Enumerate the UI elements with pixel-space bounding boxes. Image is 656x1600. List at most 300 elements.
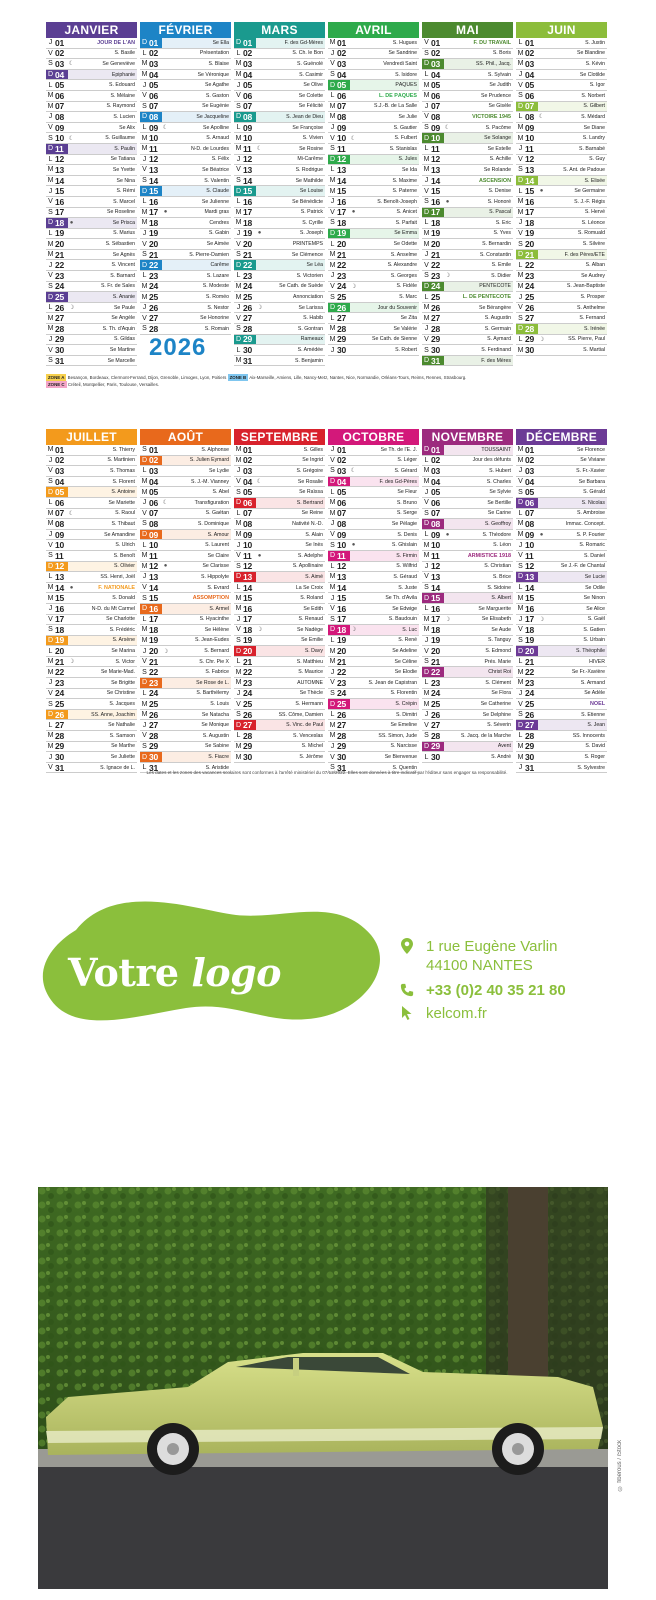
saint-name: S. Pierre-Damien [189,251,229,258]
day-row [234,477,325,488]
day-row [328,250,419,261]
day-letter: M [329,39,336,47]
day-number: 14 [243,175,253,186]
saint-name: S. Félix [211,156,229,163]
day-number: 12 [55,154,65,165]
saint-name: S. Bernard [204,648,229,655]
day-row [516,186,607,197]
day-number: 16 [337,196,347,207]
day-letter: D [423,446,430,454]
day-number: 12 [149,154,159,165]
day-row [140,487,231,498]
saint-name: S. Marc [399,294,417,301]
day-letter: M [235,357,242,365]
day-row [234,144,325,155]
day-row [422,70,513,81]
day-letter: V [330,679,335,687]
saint-name: S. Justin [585,39,605,46]
day-letter: J [236,541,241,549]
day-letter: J [424,711,429,719]
day-letter: V [518,626,523,634]
day-number: 26 [55,302,65,313]
day-letter: D [329,155,336,163]
day-row [140,239,231,250]
day-letter: M [329,499,336,507]
day-number: 17 [55,207,65,218]
zone-c-text: Créteil, Montpellier, Paris, Toulouse, Versailles. [67,382,160,387]
day-letter: M [47,240,54,248]
saint-name: S. Germain [484,325,511,332]
day-letter: J [330,198,335,206]
saint-name: S. Amour [207,531,229,538]
day-letter: S [236,488,241,496]
day-row [234,530,325,541]
day-number: 07 [55,101,65,112]
day-letter: M [235,208,242,216]
day-row [46,313,137,324]
saint-name: Se Fr.-Xavière [571,669,605,676]
day-number: 30 [243,345,253,356]
day-row [422,218,513,229]
saint-name: S. Narcisse [390,743,417,750]
day-row [516,176,607,187]
saint-name: S. Geoffroy [484,520,511,527]
day-row [46,636,137,647]
day-letter: M [517,124,524,132]
day-row [516,282,607,293]
moon-phase-icon: ● [69,219,74,226]
day-letter: J [518,615,523,623]
saint-name: S. Gabin [208,230,229,237]
saint-name: S. Benoît-Joseph [377,198,417,205]
day-letter: M [235,134,242,142]
saint-name: ASCENSION [478,177,511,184]
day-number: 31 [243,355,253,366]
day-number: 03 [525,58,535,69]
address-line-2: 44100 NANTES [426,957,533,974]
day-number: 19 [149,228,159,239]
month-column [46,429,137,773]
day-row [328,445,419,456]
day-row [328,335,419,346]
day-row [234,604,325,615]
day-row [328,530,419,541]
day-letter: M [423,314,430,322]
day-number: 03 [337,58,347,69]
day-row [140,165,231,176]
day-number: 27 [149,720,159,731]
day-row [328,456,419,467]
day-letter: J [518,71,523,79]
saint-name: S. Anicet [396,209,417,216]
day-row [422,91,513,102]
saint-name: S. Sylvain [487,71,511,78]
day-row [46,133,137,144]
day-row [328,133,419,144]
saint-name: S. Marcel [113,198,135,205]
address-line-1: 1 rue Eugène Varlin [426,938,558,955]
day-letter: L [142,272,147,280]
saint-name: S. Yves [493,230,511,237]
saint-name: Transfiguration [194,499,229,506]
moon-phase-icon: ☽ [350,283,357,290]
saint-name: Se Brigitte [111,679,135,686]
day-row [422,562,513,573]
saint-name: S. Gontran [297,325,323,332]
day-letter: L [330,166,335,174]
day-row [422,689,513,700]
saint-name: Christ Roi [488,669,511,676]
day-letter: V [424,261,429,269]
saint-name: S. Benjamin [295,357,323,364]
day-row [46,477,137,488]
saint-name: S. Paulin [114,145,135,152]
saint-name: S. Géraud [393,573,417,580]
day-number: 24 [149,688,159,699]
day-number: 29 [243,334,253,345]
saint-name: Se Fleur [397,489,417,496]
day-row [516,477,607,488]
saint-name: S. Bertrand [296,499,323,506]
saint-name: S. Prosper [580,294,605,301]
day-number: 17 [149,614,159,625]
day-row [140,689,231,700]
day-letter: S [236,636,241,644]
saint-name: S. P. Fourier [576,531,605,538]
day-row [140,456,231,467]
saint-name: Se Béatrice [202,166,229,173]
saint-name: S. Michel [301,743,323,750]
month-column [140,429,231,773]
saint-name: S. Hugues [392,39,417,46]
day-row [234,155,325,166]
day-row [516,593,607,604]
day-letter: V [48,615,53,623]
day-row [46,625,137,636]
day-letter: D [235,113,242,121]
day-row [422,466,513,477]
day-number: 24 [149,281,159,292]
day-number: 10 [55,540,65,551]
day-row [422,239,513,250]
month-name: MAI [422,22,513,38]
day-letter: M [329,584,336,592]
saint-name: Se Eugénie [202,103,229,110]
day-letter: S [330,467,335,475]
saint-name: S. Dimitri [395,711,417,718]
day-row [46,112,137,123]
saint-name: Présentation [199,50,229,57]
day-letter: M [235,605,242,613]
day-row [516,80,607,91]
day-row [234,282,325,293]
month-name: AOÛT [140,429,231,445]
saint-name: Se Rosine [299,145,323,152]
day-row [422,208,513,219]
day-number: 06 [431,90,441,101]
day-row [140,498,231,509]
day-row [140,155,231,166]
saint-name: S. Robert [395,347,417,354]
day-number: 01 [149,444,159,455]
day-letter: M [329,177,336,185]
day-number: 28 [149,730,159,741]
day-letter: M [141,552,148,560]
day-letter: S [142,251,147,259]
day-row [516,615,607,626]
day-number: 21 [149,656,159,667]
day-number: 17 [243,614,253,625]
day-letter: M [47,177,54,185]
saint-name: Se Honorine [200,315,229,322]
day-letter: J [48,753,53,761]
day-number: 20 [55,646,65,657]
saint-name: ASSOMPTION [192,595,229,602]
day-number: 10 [525,133,535,144]
day-letter: M [517,346,524,354]
day-number: 05 [243,487,253,498]
day-number: 25 [525,699,535,710]
day-letter: D [235,647,242,655]
day-letter: D [141,187,148,195]
day-row [140,445,231,456]
day-letter: L [424,679,429,687]
day-row [516,752,607,763]
day-letter: M [423,166,430,174]
website-link[interactable]: kelcom.fr [426,1005,487,1022]
day-number: 29 [55,334,65,345]
day-list [234,38,325,366]
saint-name: NOËL [590,701,605,708]
day-letter: M [47,166,54,174]
day-letter: M [517,49,524,57]
saint-name: Se Emma [394,230,417,237]
saint-name: L. DE PENTECÔTE [462,294,511,301]
day-letter: J [330,49,335,57]
day-letter: M [517,668,524,676]
moon-phase-icon: ☽ [162,648,169,655]
day-letter: S [330,293,335,301]
day-number: 07 [337,508,347,519]
moon-phase-icon: ☽ [538,616,545,623]
day-number: 28 [243,323,253,334]
saint-name: S. Fernand [579,315,605,322]
day-letter: J [142,304,147,312]
saint-name: Se Apolline [203,124,229,131]
saint-name: S. Roger [584,754,605,761]
day-number: 29 [55,741,65,752]
day-row [516,678,607,689]
saint-name: Se Colette [298,92,323,99]
saint-name: Se Julie [398,113,417,120]
saint-name: Se Rose de L. [196,679,229,686]
day-letter: M [47,584,54,592]
day-number: 25 [55,292,65,303]
day-letter: V [48,467,53,475]
day-row [234,218,325,229]
saint-name: S. Luc [402,626,417,633]
day-number: 29 [337,741,347,752]
saint-name: Se Martine [109,347,135,354]
day-row [140,509,231,520]
saint-name: S. Honoré [487,198,511,205]
day-row [140,197,231,208]
day-letter: L [142,541,147,549]
day-row [46,186,137,197]
day-number: 06 [431,497,441,508]
day-number: 09 [149,122,159,133]
day-row [46,282,137,293]
day-number: 23 [149,270,159,281]
day-letter: J [48,39,53,47]
day-letter: D [423,668,430,676]
day-number: 09 [243,122,253,133]
day-letter: L [48,647,53,655]
day-row [328,70,419,81]
day-row [140,593,231,604]
day-number: 14 [431,175,441,186]
day-number: 07 [243,508,253,519]
day-number: 07 [431,101,441,112]
saint-name: Immac. Concept. [565,520,605,527]
phone-number[interactable]: +33 (0)2 40 35 21 80 [426,982,566,999]
moon-phase-icon: ☽ [256,627,263,634]
day-number: 09 [55,529,65,540]
saint-name: S. Frédéric [109,626,135,633]
day-letter: S [48,208,53,216]
day-row [422,80,513,91]
day-number: 08 [149,518,159,529]
day-row [516,530,607,541]
day-letter: L [236,509,241,517]
saint-name: S. Fr. de Sales [100,283,135,290]
day-number: 28 [431,323,441,334]
day-letter: S [48,626,53,634]
day-number: 20 [149,239,159,250]
day-letter: D [423,208,430,216]
day-number: 23 [525,270,535,281]
saint-name: Nativité N.-D. [292,520,323,527]
day-letter: M [235,71,242,79]
saint-name: S. Jean de Dieu [286,113,323,120]
day-row [422,186,513,197]
day-row [516,345,607,356]
day-row [46,49,137,60]
saint-name: Se Rosalie [297,478,323,485]
day-row [140,133,231,144]
day-letter: S [142,325,147,333]
moon-phase-icon: ☽ [350,627,357,634]
saint-name: Se Ida [402,166,417,173]
saint-name: S. Th. d'Aquin [102,325,135,332]
day-row [516,551,607,562]
day-row [422,313,513,324]
day-number: 17 [337,614,347,625]
day-row [328,667,419,678]
day-number: 27 [337,720,347,731]
day-letter: D [329,229,336,237]
day-number: 16 [525,196,535,207]
saint-name: S. Lazare [206,272,229,279]
day-row [328,498,419,509]
day-row [422,303,513,314]
saint-name: S. Armel [209,605,229,612]
month-name: SEPTEMBRE [234,429,325,445]
day-number: 31 [55,355,65,366]
day-letter: M [141,626,148,634]
day-row [234,133,325,144]
day-number: 04 [525,69,535,80]
day-letter: M [235,531,242,539]
day-row [140,625,231,636]
day-row [516,720,607,731]
day-row [328,699,419,710]
saint-name: S. Baudouin [388,616,417,623]
day-letter: M [517,134,524,142]
day-letter: M [423,700,430,708]
day-number: 05 [243,80,253,91]
day-row [516,218,607,229]
day-number: 21 [525,656,535,667]
day-row [46,197,137,208]
day-number: 09 [337,122,347,133]
saint-name: Se Reine [301,510,323,517]
day-number: 24 [525,281,535,292]
day-row [422,519,513,530]
saint-name: S. Landry [582,135,605,142]
day-number: 22 [525,667,535,678]
day-letter: D [517,251,524,259]
day-number: 17 [525,207,535,218]
day-row [234,335,325,346]
day-row [422,38,513,49]
saint-name: S. Aimé [305,573,323,580]
saint-name: Se Alice [586,605,605,612]
day-number: 22 [431,260,441,271]
day-row [46,456,137,467]
day-row [422,678,513,689]
day-row [46,710,137,721]
day-number: 12 [525,561,535,572]
day-number: 20 [149,646,159,657]
day-row [328,91,419,102]
saint-name: Se Marcelle [107,357,135,364]
saint-name: S. Norbert [581,92,605,99]
day-letter: V [518,155,523,163]
day-number: 08 [525,111,535,122]
day-row [328,615,419,626]
day-row [516,59,607,70]
saint-name: Se Pélagie [391,520,417,527]
day-row [234,38,325,49]
day-row [140,59,231,70]
day-letter: S [518,711,523,719]
day-row [516,49,607,60]
day-letter: S [424,732,429,740]
saint-name: Se Rolande [483,166,511,173]
day-number: 26 [431,302,441,313]
day-number: 01 [243,37,253,48]
day-letter: M [517,679,524,687]
day-row [516,710,607,721]
day-letter: L [518,335,523,343]
day-letter: S [142,520,147,528]
day-number: 24 [243,688,253,699]
day-letter: S [48,282,53,290]
day-number: 23 [243,270,253,281]
saint-name: Se Bénédicte [292,198,323,205]
day-letter: L [48,573,53,581]
